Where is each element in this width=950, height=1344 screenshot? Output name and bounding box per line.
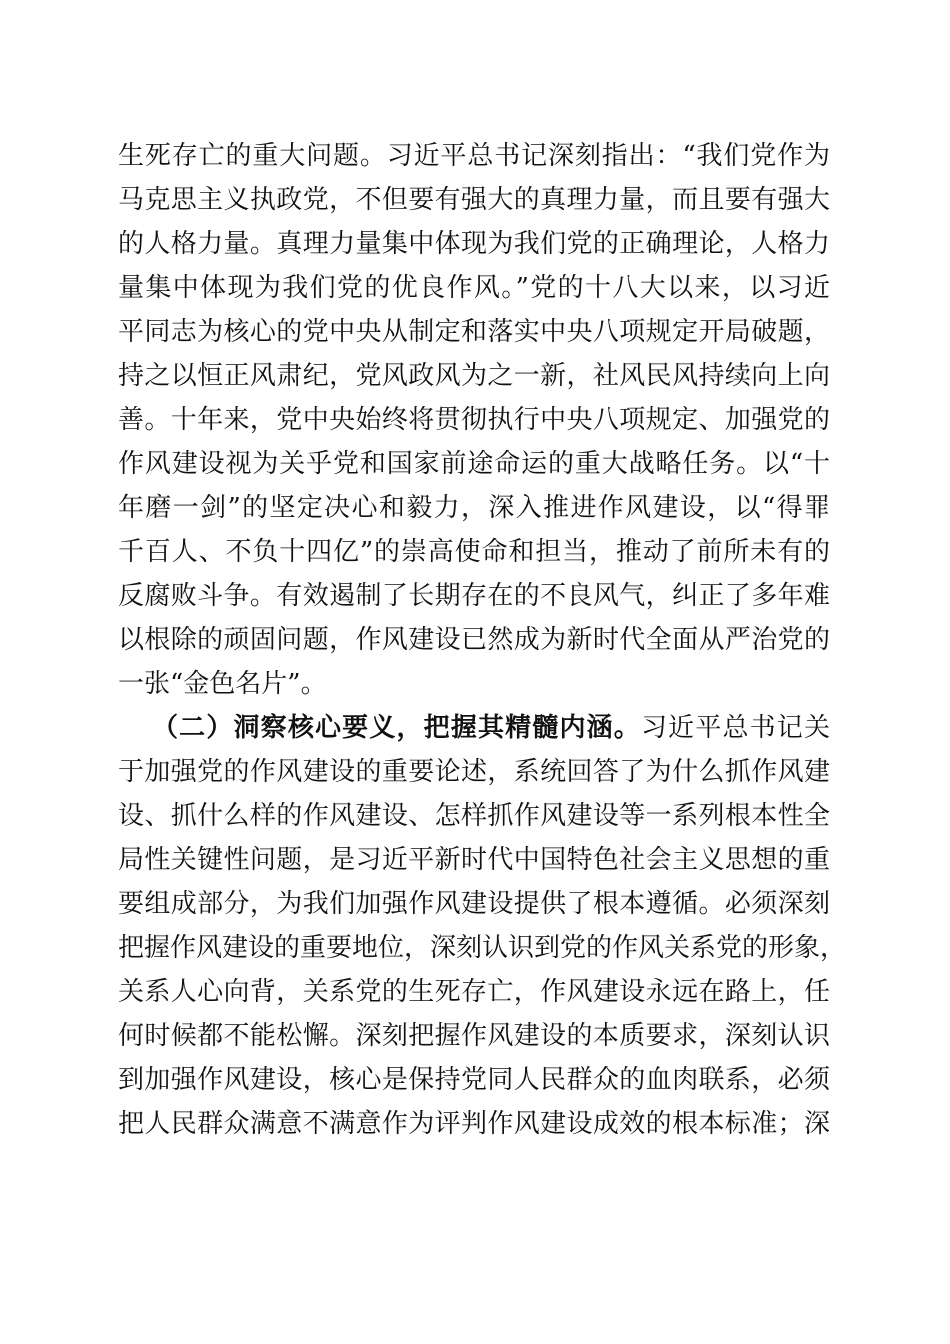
text-line: 年磨一剑”的坚定决心和毅力，深入推进作风建设，以“得罪: [118, 493, 830, 523]
text-line: 设、抓什么样的作风建设、怎样抓作风建设等一系列根本性全: [118, 801, 830, 831]
text-run: 习近平总书记关: [640, 713, 830, 743]
text-line: 把人民群众满意不满意作为评判作风建设成效的根本标准；深: [118, 1109, 830, 1139]
text-line: 以根除的顽固问题，作风建设已然成为新时代全面从严治党的: [118, 625, 830, 655]
text-line: 一张“金色名片”。: [118, 669, 327, 699]
text-line: 要组成部分，为我们加强作风建设提供了根本遵循。必须深刻: [118, 889, 830, 919]
text-line: 持之以恒正风肃纪，党风政风为之一新，社风民风持续向上向: [118, 361, 830, 391]
text-line: 平同志为核心的党中央从制定和落实中央八项规定开局破题，: [118, 317, 830, 347]
text-line: 反腐败斗争。有效遏制了长期存在的不良风气，纠正了多年难: [118, 581, 830, 611]
section-heading: （二）洞察核心要义，把握其精髓内涵。: [152, 713, 641, 743]
text-line: 关系人心向背，关系党的生死存亡，作风建设永远在路上，任: [118, 977, 830, 1007]
text-line: 把握作风建设的重要地位，深刻认识到党的作风关系党的形象，: [118, 933, 847, 963]
paragraph-1: [118, 134, 830, 706]
text-line: 千百人、不负十四亿”的崇高使命和担当，推动了前所未有的: [118, 537, 830, 567]
text-line: 作风建设视为关乎党和国家前途命运的重大战略任务。以“十: [118, 449, 830, 479]
text-line: 于加强党的作风建设的重要论述，系统回答了为什么抓作风建: [118, 757, 830, 787]
text-line: 生死存亡的重大问题。习近平总书记深刻指出：“我们党作为: [118, 141, 830, 171]
text-line: 局性关键性问题，是习近平新时代中国特色社会主义思想的重: [118, 845, 830, 875]
text-line: 马克思主义执政党，不但要有强大的真理力量，而且要有强大: [118, 185, 830, 215]
text-line: 的人格力量。真理力量集中体现为我们党的正确理论，人格力: [118, 229, 830, 259]
text-line: 善。十年来，党中央始终将贯彻执行中央八项规定、加强党的: [118, 405, 830, 435]
text-line: 到加强作风建设，核心是保持党同人民群众的血肉联系，必须: [118, 1065, 830, 1095]
document-body: [118, 134, 847, 1146]
text-line: 何时候都不能松懈。深刻把握作风建设的本质要求，深刻认识: [118, 1021, 830, 1051]
paragraph-2: [118, 706, 847, 1146]
paragraph-2-first-line: [118, 706, 830, 750]
text-line: 量集中体现为我们党的优良作风。”党的十八大以来，以习近: [118, 273, 830, 303]
